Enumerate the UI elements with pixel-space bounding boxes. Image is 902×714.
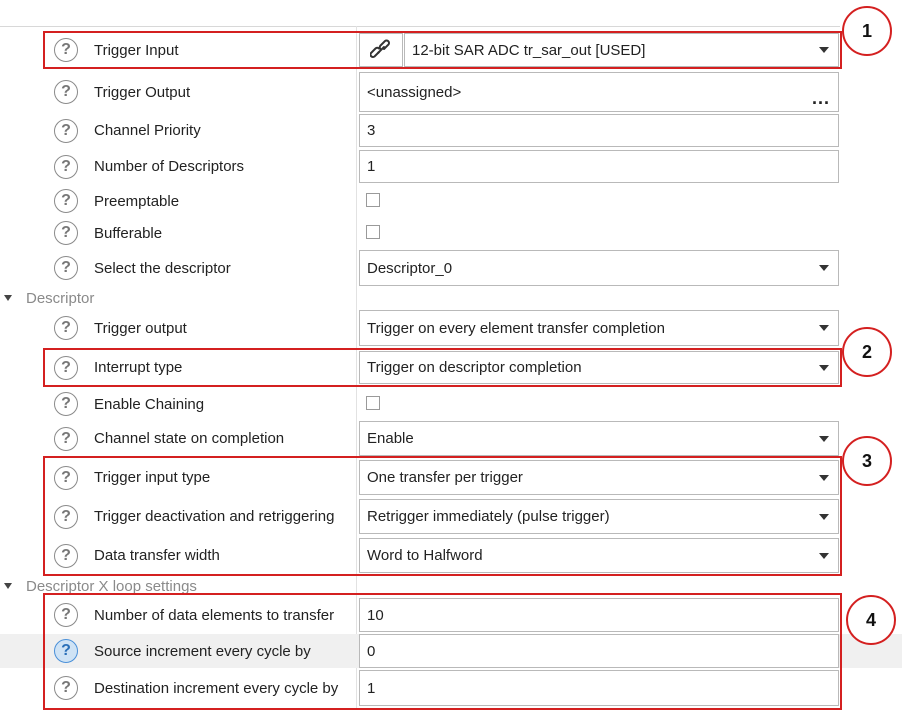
trigger-output-value: <unassigned>	[367, 83, 462, 101]
annotation-box-4	[43, 593, 842, 710]
channel-priority-value: 3	[367, 122, 376, 139]
help-icon[interactable]: ?	[54, 38, 78, 62]
select-descriptor-dropdown[interactable]	[359, 250, 839, 286]
channel-state-value: Enable	[367, 430, 414, 447]
data-transfer-width-label: Data transfer width	[94, 547, 220, 564]
num-descriptors-input[interactable]	[359, 150, 839, 183]
preemptable-checkbox[interactable]	[366, 193, 380, 207]
row-bufferable	[0, 218, 902, 248]
help-icon[interactable]: ?	[54, 676, 78, 700]
interrupt-type-value: Trigger on descriptor completion	[367, 359, 582, 376]
label-cell	[48, 310, 187, 346]
source-increment-label: Source increment every cycle by	[94, 642, 311, 660]
channel-state-dropdown[interactable]	[359, 421, 839, 456]
help-icon[interactable]: ?	[54, 356, 78, 380]
num-descriptors-label: Number of Descriptors	[94, 158, 245, 175]
trigger-input-label: Trigger Input	[94, 41, 179, 59]
top-divider	[0, 26, 840, 27]
label-cell	[48, 150, 244, 183]
trigger-deactivation-value: Retrigger immediately (pulse trigger)	[367, 508, 610, 525]
num-descriptors-value: 1	[367, 158, 376, 175]
annotation-badge-3: 3	[842, 436, 892, 486]
row-select-descriptor	[0, 250, 902, 286]
row-enable-chaining	[0, 389, 902, 419]
help-icon[interactable]: ?	[54, 392, 78, 416]
row-num-descriptors	[0, 150, 902, 183]
row-trigger-output	[0, 72, 902, 112]
help-icon[interactable]: ?	[54, 189, 78, 213]
trigger-input-value: 12-bit SAR ADC tr_sar_out [USED]	[412, 41, 646, 59]
enable-chaining-checkbox[interactable]	[366, 396, 380, 410]
help-icon[interactable]: ?	[54, 221, 78, 245]
bufferable-checkbox[interactable]	[366, 225, 380, 239]
help-icon[interactable]: ?	[54, 544, 78, 568]
chevron-down-icon	[819, 325, 829, 331]
interrupt-type-label: Interrupt type	[94, 359, 183, 376]
desc-trigger-output-value: Trigger on every element transfer completion	[367, 319, 665, 337]
desc-trigger-output-label: Trigger output	[94, 319, 187, 337]
collapse-arrow-icon[interactable]	[4, 295, 12, 301]
label-cell	[48, 114, 201, 147]
annotation-box-2	[43, 348, 842, 387]
help-icon[interactable]: ?	[54, 119, 78, 143]
label-cell	[48, 72, 190, 112]
chevron-down-icon	[819, 436, 829, 442]
select-descriptor-label: Select the descriptor	[94, 259, 231, 277]
help-icon[interactable]: ?	[54, 316, 78, 340]
dest-increment-label: Destination increment every cycle by	[94, 679, 339, 697]
help-icon[interactable]: ?	[54, 466, 78, 490]
annotation-box-3	[43, 456, 842, 576]
trigger-output-label: Trigger Output	[94, 83, 191, 101]
channel-priority-input[interactable]	[359, 114, 839, 147]
source-increment-value: 0	[367, 642, 376, 660]
num-data-elements-value: 10	[367, 606, 384, 624]
help-icon[interactable]: ?	[54, 80, 78, 104]
label-cell	[48, 389, 204, 419]
trigger-input-type-label: Trigger input type	[94, 469, 211, 486]
help-icon[interactable]: ?	[54, 603, 78, 627]
row-channel-priority	[0, 114, 902, 147]
channel-state-label: Channel state on completion	[94, 430, 285, 447]
section-x-loop-label: Descriptor X loop settings	[26, 577, 197, 595]
data-transfer-width-value: Word to Halfword	[367, 547, 483, 564]
annotation-badge-1: 1	[842, 6, 892, 56]
annotation-box-1	[43, 31, 842, 69]
trigger-deactivation-label: Trigger deactivation and retriggering	[94, 508, 335, 525]
help-icon[interactable]: ?	[54, 155, 78, 179]
label-cell	[48, 218, 162, 248]
num-data-elements-label: Number of data elements to transfer	[94, 606, 335, 624]
trigger-input-type-value: One transfer per trigger	[367, 469, 523, 486]
bufferable-label: Bufferable	[94, 224, 163, 242]
label-cell	[48, 186, 179, 216]
label-cell	[48, 250, 231, 286]
enable-chaining-label: Enable Chaining	[94, 395, 205, 413]
channel-priority-label: Channel Priority	[94, 122, 201, 139]
trigger-output-field[interactable]	[359, 72, 839, 112]
section-descriptor[interactable]	[0, 289, 902, 307]
chevron-down-icon	[819, 265, 829, 271]
help-icon[interactable]: ?	[54, 256, 78, 280]
section-descriptor-label: Descriptor	[26, 289, 95, 307]
desc-trigger-output-dropdown[interactable]	[359, 310, 839, 346]
preemptable-label: Preemptable	[94, 192, 180, 210]
help-icon[interactable]: ?	[54, 639, 78, 663]
row-preemptable	[0, 186, 902, 216]
label-cell	[48, 421, 284, 456]
row-channel-state	[0, 421, 902, 456]
dest-increment-value: 1	[367, 679, 376, 697]
select-descriptor-value: Descriptor_0	[367, 259, 453, 277]
more-button[interactable]: ...	[811, 88, 830, 108]
collapse-arrow-icon[interactable]	[4, 583, 12, 589]
annotation-badge-4: 4	[846, 595, 896, 645]
annotation-badge-2: 2	[842, 327, 892, 377]
help-icon[interactable]: ?	[54, 505, 78, 529]
help-icon[interactable]: ?	[54, 427, 78, 451]
row-desc-trigger-output	[0, 310, 902, 346]
